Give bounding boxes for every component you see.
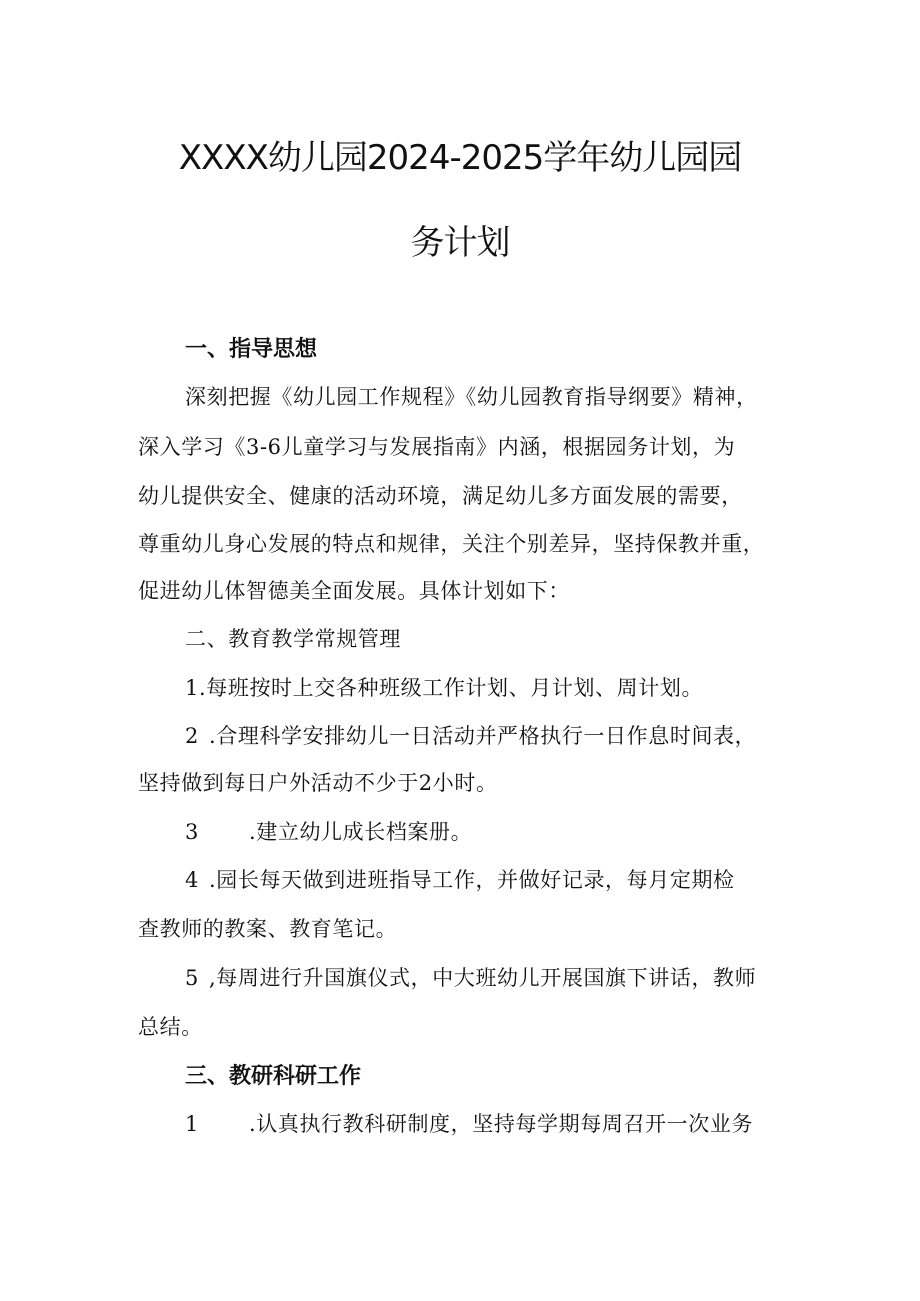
list-item-number: 1 (185, 1112, 199, 1136)
list-item-5-continuation: 总结。 (138, 1015, 203, 1039)
list-item-4-continuation: 查教师的教案、教育笔记。 (138, 917, 398, 941)
list-item-4 (185, 866, 735, 894)
paragraph-line: 深入学习《3-6儿童学习与发展指南》内涵，根据园务计划，为 (138, 435, 736, 459)
list-item-text: ,每周进行升国旗仪式，中大班幼儿开展国旗下讲话，教师 (208, 966, 757, 990)
paragraph-line: 促进幼儿体智德美全面发展。具体计划如下： (138, 579, 570, 603)
list-item-text: .认真执行教科研制度，坚持每学期每周召开一次业务 (248, 1112, 754, 1136)
list-item-number: 2 (185, 724, 199, 748)
paragraph-line: 幼儿提供安全、健康的活动环境，满足幼儿多方面发展的需要， (138, 484, 743, 508)
list-item-text: .合理科学安排幼儿一日活动并严格执行一日作息时间表， (208, 724, 757, 748)
list-item-number: 1. (185, 676, 207, 700)
list-item-2-continuation: 坚持做到每日户外活动不少于2小时。 (138, 771, 498, 795)
paragraph-line: 尊重幼儿身心发展的特点和规律，关注个别差异，坚持保教并重， (138, 532, 765, 556)
list-item-1 (185, 1110, 753, 1138)
document-title-line-2: 务计划 (410, 223, 510, 263)
list-item-5 (185, 964, 756, 992)
section-heading-research-work: 三、教研科研工作 (185, 1064, 362, 1089)
list-item-text: .园长每天做到进班指导工作，并做好记录，每月定期检 (208, 868, 735, 892)
paragraph-line: 深刻把握《幼儿园工作规程》《幼儿园教育指导纲要》精神， (185, 385, 758, 409)
list-item-3 (185, 818, 472, 846)
list-item-number: 5 (185, 966, 199, 990)
section-heading-teaching-management: 二、教育教学常规管理 (185, 627, 401, 651)
list-item-number: 3 (185, 820, 199, 844)
list-item-2 (185, 722, 756, 750)
document-title-line-1: XXXX幼儿园2024-2025学年幼儿园园 (178, 138, 742, 178)
list-item-text: 每班按时上交各种班级工作计划、月计划、周计划。 (206, 676, 704, 700)
list-item-1 (185, 674, 703, 702)
list-item-text: .建立幼儿成长档案册。 (248, 820, 473, 844)
list-item-number: 4 (185, 868, 199, 892)
section-heading-guiding-ideology: 一、指导思想 (185, 337, 318, 362)
